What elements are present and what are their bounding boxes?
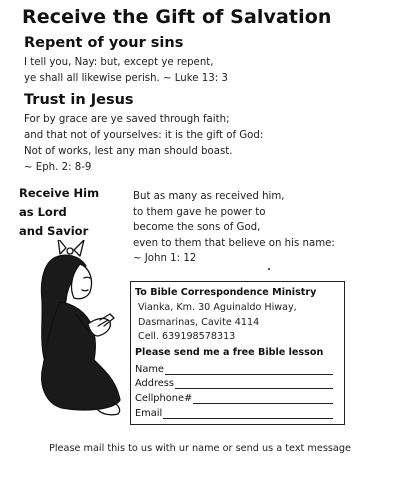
address-field-label: Address <box>135 378 175 389</box>
email-field-label: Email <box>135 408 163 419</box>
address-line: Dasmarinas, Cavite 4114 <box>138 316 260 328</box>
address-field-line[interactable] <box>175 378 333 389</box>
john-verse-line: ~ John 1: 12 <box>133 253 197 265</box>
name-field-label: Name <box>135 364 164 375</box>
lesson-request: Please send me a free Bible lesson <box>135 347 324 358</box>
page-title: Receive the Gift of Salvation <box>22 6 332 28</box>
receive-heading-line: as Lord <box>19 205 67 219</box>
name-field-line[interactable] <box>165 364 333 375</box>
trust-heading: Trust in Jesus <box>24 92 134 108</box>
stray-dot <box>268 268 270 270</box>
john-verse-line: But as many as received him, <box>133 191 285 202</box>
eph-verse-line: For by grace are ye saved through faith; <box>24 114 230 125</box>
repent-heading: Repent of your sins <box>24 35 184 51</box>
receive-heading-line: and Savior <box>19 224 89 238</box>
email-field-line[interactable] <box>163 408 333 419</box>
john-verse-line: even to them that believe on his name: <box>133 237 335 249</box>
address-line: Cell. 639198578313 <box>138 331 236 342</box>
ministry-address <box>138 301 297 345</box>
name-field[interactable] <box>135 361 333 375</box>
eph-verse-line: and that not of yourselves: it is the gift of God: <box>24 130 264 141</box>
john-verse-line: to them gave he power to <box>133 206 266 218</box>
cellphone-field-label: Cellphone# <box>135 393 193 404</box>
luke-verse-line: ye shall all likewise perish. ~ Luke 13: 3 <box>24 73 228 84</box>
cellphone-field-line[interactable] <box>193 393 333 404</box>
receive-him-heading <box>19 184 99 241</box>
mail-instruction: Please mail this to us with ur name or send us a text message <box>49 443 351 454</box>
address-line: Vianka, Km. 30 Aguinaldo Hiway, <box>138 302 297 313</box>
eph-verse-line: ~ Eph. 2: 8-9 <box>24 162 92 173</box>
ministry-to-line: To Bible Correspondence Ministry <box>135 287 317 298</box>
cellphone-field[interactable] <box>135 390 333 404</box>
receive-heading-line: Receive Him <box>19 186 100 200</box>
address-field[interactable] <box>135 375 333 389</box>
john-verse <box>133 189 335 267</box>
eph-verse-line: Not of works, lest any man should boast. <box>24 146 233 157</box>
email-field[interactable] <box>135 405 333 419</box>
praying-girl-illustration <box>14 240 139 430</box>
luke-verse-line: I tell you, Nay: but, except ye repent, <box>24 57 214 68</box>
john-verse-line: become the sons of God, <box>133 222 261 234</box>
